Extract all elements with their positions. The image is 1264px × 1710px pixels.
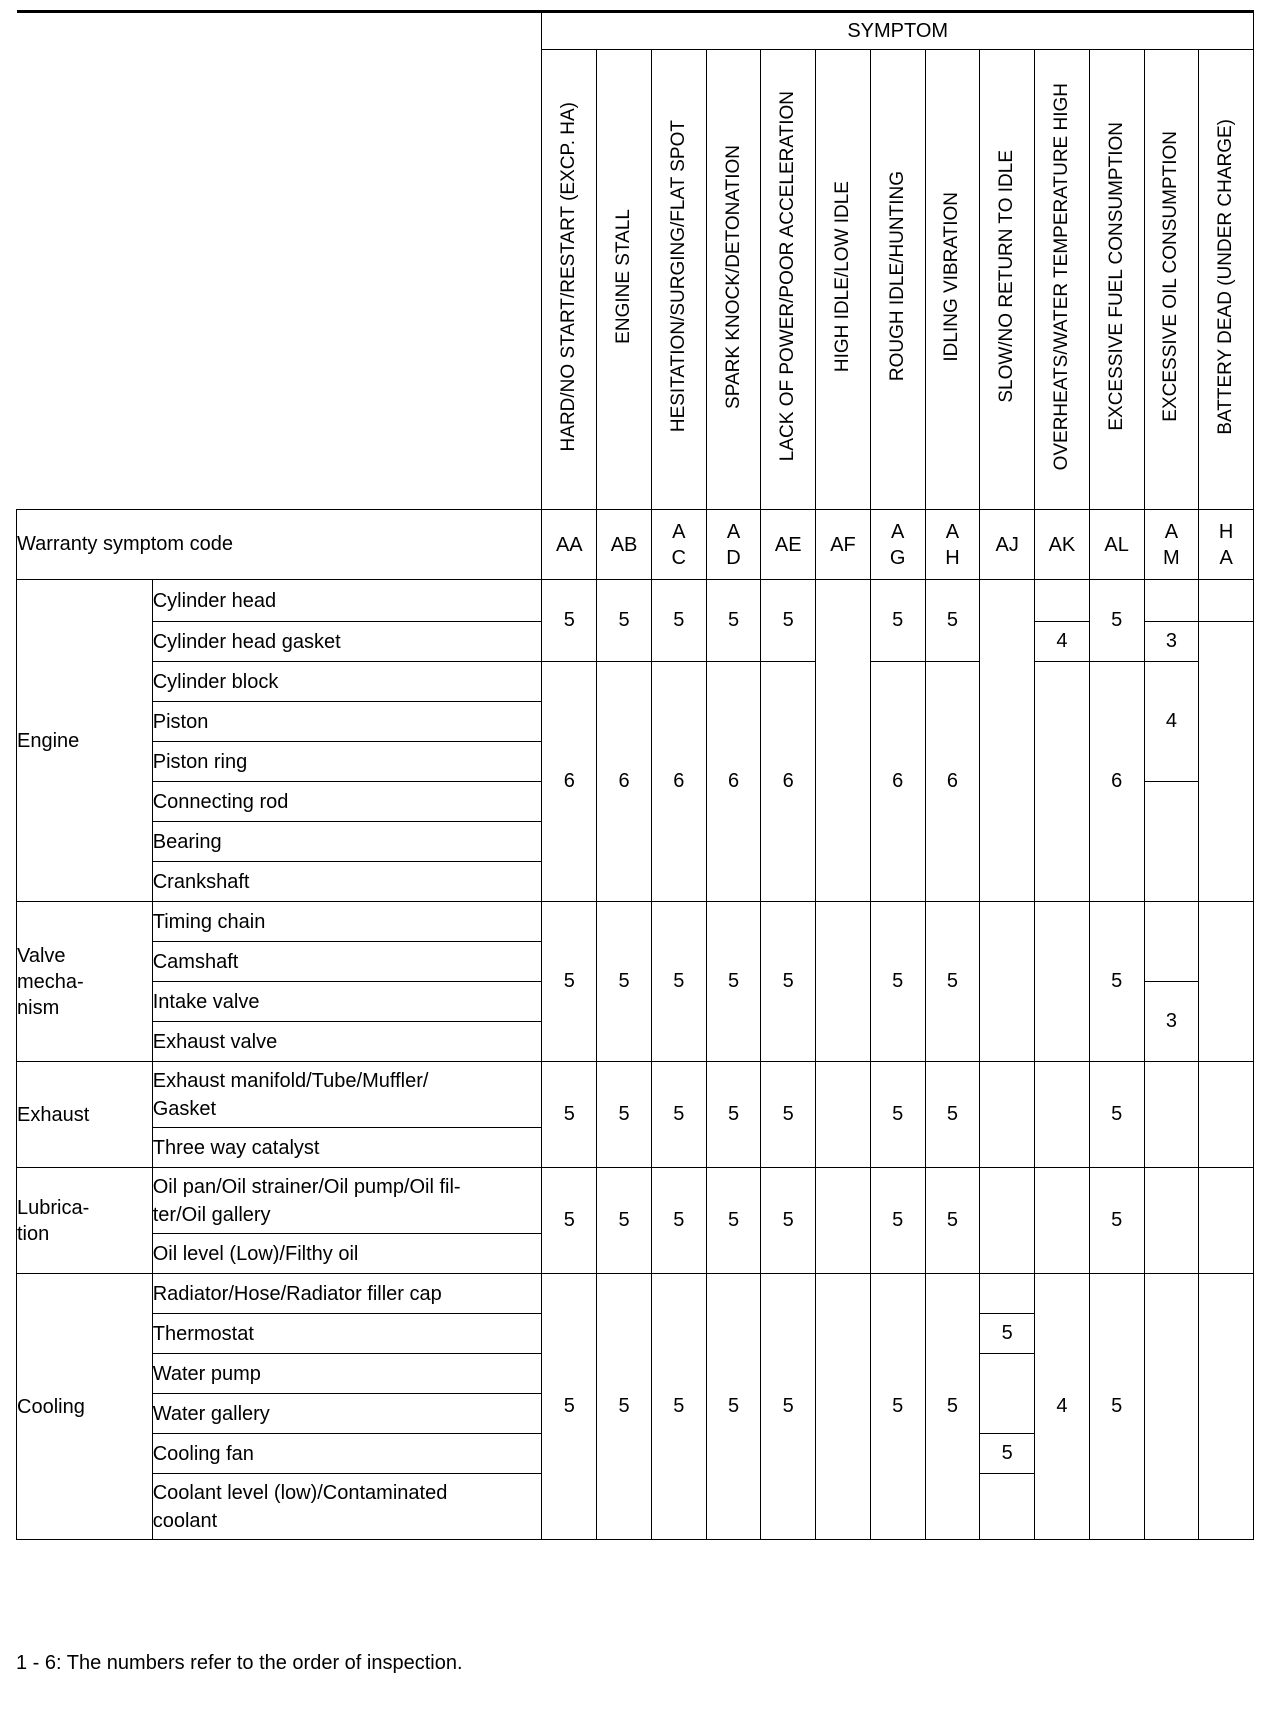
empty-cell — [1199, 1168, 1254, 1274]
symptom-label-ac: HESITATION/SURGING/FLAT SPOT — [651, 50, 706, 510]
value-cell: 5 — [542, 1062, 597, 1168]
warranty-code-label: Warranty symptom code — [17, 510, 542, 580]
code-aa: AA — [542, 510, 597, 580]
empty-cell — [1199, 902, 1254, 1062]
value-cell: 5 — [1089, 1274, 1144, 1540]
value-cell: 5 — [761, 1274, 816, 1540]
symptom-label-ha: BATTERY DEAD (UNDER CHARGE) — [1199, 50, 1254, 510]
empty-cell — [1035, 662, 1090, 902]
value-cell: 6 — [870, 662, 925, 902]
code-ah: A H — [925, 510, 980, 580]
value-cell: 6 — [542, 662, 597, 902]
code-am: A M — [1144, 510, 1199, 580]
item-cooling-fan: Cooling fan — [152, 1434, 542, 1474]
empty-cell — [1144, 580, 1199, 622]
value-cell: 5 — [597, 1274, 652, 1540]
value-cell: 5 — [706, 580, 761, 662]
item-cylinder-head: Cylinder head — [152, 580, 542, 622]
item-cylinder-head-gasket: Cylinder head gasket — [152, 622, 542, 662]
symptom-label-ah: IDLING VIBRATION — [925, 50, 980, 510]
empty-cell — [980, 1354, 1035, 1434]
value-cell: 6 — [925, 662, 980, 902]
symptom-header: SYMPTOM — [542, 12, 1254, 50]
code-aj: AJ — [980, 510, 1035, 580]
symptom-label-aa: HARD/NO START/RESTART (EXCP. HA) — [542, 50, 597, 510]
value-cell: 3 — [1144, 622, 1199, 662]
empty-cell — [1035, 1062, 1090, 1168]
value-cell: 5 — [1089, 1062, 1144, 1168]
empty-cell — [816, 902, 871, 1062]
value-cell: 5 — [597, 580, 652, 662]
item-bearing: Bearing — [152, 822, 542, 862]
item-coolant-level: Coolant level (low)/Contaminated coolant — [152, 1474, 542, 1540]
item-three-way-catalyst: Three way catalyst — [152, 1128, 542, 1168]
value-cell: 5 — [925, 1168, 980, 1274]
empty-cell — [1035, 1168, 1090, 1274]
code-ak: AK — [1035, 510, 1090, 580]
empty-cell — [1035, 902, 1090, 1062]
empty-cell — [1199, 622, 1254, 902]
symptom-label-am: EXCESSIVE OIL CONSUMPTION — [1144, 50, 1199, 510]
item-oil-level: Oil level (Low)/Filthy oil — [152, 1234, 542, 1274]
empty-cell — [1199, 1062, 1254, 1168]
item-intake-valve: Intake valve — [152, 982, 542, 1022]
item-crankshaft: Crankshaft — [152, 862, 542, 902]
item-cylinder-block: Cylinder block — [152, 662, 542, 702]
symptom-label-ae: LACK OF POWER/POOR ACCELERATION — [761, 50, 816, 510]
item-camshaft: Camshaft — [152, 942, 542, 982]
item-thermostat: Thermostat — [152, 1314, 542, 1354]
symptom-label-af: HIGH IDLE/LOW IDLE — [816, 50, 871, 510]
category-engine: Engine — [17, 580, 153, 902]
item-oil-pan: Oil pan/Oil strainer/Oil pump/Oil fil- ter/Oil gallery — [152, 1168, 542, 1234]
value-cell: 5 — [597, 1168, 652, 1274]
empty-cell — [816, 1274, 871, 1540]
empty-cell — [1199, 1274, 1254, 1540]
empty-cell — [1144, 1168, 1199, 1274]
value-cell: 5 — [597, 1062, 652, 1168]
value-cell: 5 — [651, 1168, 706, 1274]
empty-cell — [1144, 1274, 1199, 1540]
item-exhaust-manifold: Exhaust manifold/Tube/Muffler/ Gasket — [152, 1062, 542, 1128]
value-cell: 5 — [542, 1168, 597, 1274]
value-cell: 5 — [706, 1062, 761, 1168]
value-cell: 5 — [597, 902, 652, 1062]
category-valve-mechanism: Valve mecha- nism — [17, 902, 153, 1062]
value-cell: 6 — [651, 662, 706, 902]
empty-cell — [980, 580, 1035, 902]
item-water-pump: Water pump — [152, 1354, 542, 1394]
value-cell: 5 — [925, 1062, 980, 1168]
value-cell: 5 — [706, 902, 761, 1062]
symptom-label-al: EXCESSIVE FUEL CONSUMPTION — [1089, 50, 1144, 510]
empty-cell — [980, 1474, 1035, 1540]
value-cell: 5 — [870, 1062, 925, 1168]
symptom-label-ag: ROUGH IDLE/HUNTING — [870, 50, 925, 510]
value-cell: 5 — [651, 902, 706, 1062]
category-cooling: Cooling — [17, 1274, 153, 1540]
value-cell: 5 — [980, 1314, 1035, 1354]
value-cell: 5 — [706, 1274, 761, 1540]
item-connecting-rod: Connecting rod — [152, 782, 542, 822]
item-water-gallery: Water gallery — [152, 1394, 542, 1434]
category-exhaust: Exhaust — [17, 1062, 153, 1168]
item-piston-ring: Piston ring — [152, 742, 542, 782]
value-cell: 5 — [542, 580, 597, 662]
value-cell: 5 — [651, 1062, 706, 1168]
empty-cell — [980, 1168, 1035, 1274]
empty-cell — [1035, 580, 1090, 622]
value-cell: 5 — [870, 1274, 925, 1540]
symptom-label-ad: SPARK KNOCK/DETONATION — [706, 50, 761, 510]
empty-cell — [816, 580, 871, 902]
value-cell: 5 — [870, 580, 925, 662]
symptom-label-ak: OVERHEATS/WATER TEMPERATURE HIGH — [1035, 50, 1090, 510]
category-lubrication: Lubrica- tion — [17, 1168, 153, 1274]
value-cell: 4 — [1035, 622, 1090, 662]
code-ac: A C — [651, 510, 706, 580]
value-cell: 5 — [1089, 1168, 1144, 1274]
value-cell: 5 — [870, 902, 925, 1062]
value-cell: 5 — [761, 580, 816, 662]
value-cell: 6 — [761, 662, 816, 902]
empty-cell — [1199, 580, 1254, 622]
empty-cell — [816, 1062, 871, 1168]
code-ag: A G — [870, 510, 925, 580]
value-cell: 5 — [925, 902, 980, 1062]
code-ae: AE — [761, 510, 816, 580]
value-cell: 6 — [1089, 662, 1144, 902]
symptom-table — [16, 10, 1254, 1540]
empty-cell — [980, 1274, 1035, 1314]
empty-cell — [980, 902, 1035, 1062]
empty-cell — [1144, 782, 1199, 902]
empty-cell — [1144, 902, 1199, 982]
value-cell: 3 — [1144, 982, 1199, 1062]
value-cell: 5 — [651, 580, 706, 662]
value-cell: 4 — [1144, 662, 1199, 782]
code-ha: H A — [1199, 510, 1254, 580]
item-radiator: Radiator/Hose/Radiator filler cap — [152, 1274, 542, 1314]
value-cell: 5 — [761, 1062, 816, 1168]
item-timing-chain: Timing chain — [152, 902, 542, 942]
empty-cell — [1144, 1062, 1199, 1168]
code-ad: A D — [706, 510, 761, 580]
footnote: 1 - 6: The numbers refer to the order of inspection. — [16, 1652, 463, 1674]
symptom-label-ab: ENGINE STALL — [597, 50, 652, 510]
code-af: AF — [816, 510, 871, 580]
value-cell: 5 — [870, 1168, 925, 1274]
item-exhaust-valve: Exhaust valve — [152, 1022, 542, 1062]
value-cell: 5 — [651, 1274, 706, 1540]
value-cell: 5 — [1089, 580, 1144, 662]
value-cell: 5 — [1089, 902, 1144, 1062]
value-cell: 5 — [980, 1434, 1035, 1474]
value-cell: 6 — [706, 662, 761, 902]
code-al: AL — [1089, 510, 1144, 580]
value-cell: 5 — [542, 902, 597, 1062]
item-piston: Piston — [152, 702, 542, 742]
code-ab: AB — [597, 510, 652, 580]
value-cell: 5 — [925, 580, 980, 662]
value-cell: 4 — [1035, 1274, 1090, 1540]
corner-blank — [17, 12, 542, 510]
empty-cell — [980, 1062, 1035, 1168]
value-cell: 5 — [761, 1168, 816, 1274]
symptom-label-aj: SLOW/NO RETURN TO IDLE — [980, 50, 1035, 510]
value-cell: 5 — [706, 1168, 761, 1274]
value-cell: 5 — [761, 902, 816, 1062]
empty-cell — [816, 1168, 871, 1274]
value-cell: 6 — [597, 662, 652, 902]
value-cell: 5 — [542, 1274, 597, 1540]
value-cell: 5 — [925, 1274, 980, 1540]
